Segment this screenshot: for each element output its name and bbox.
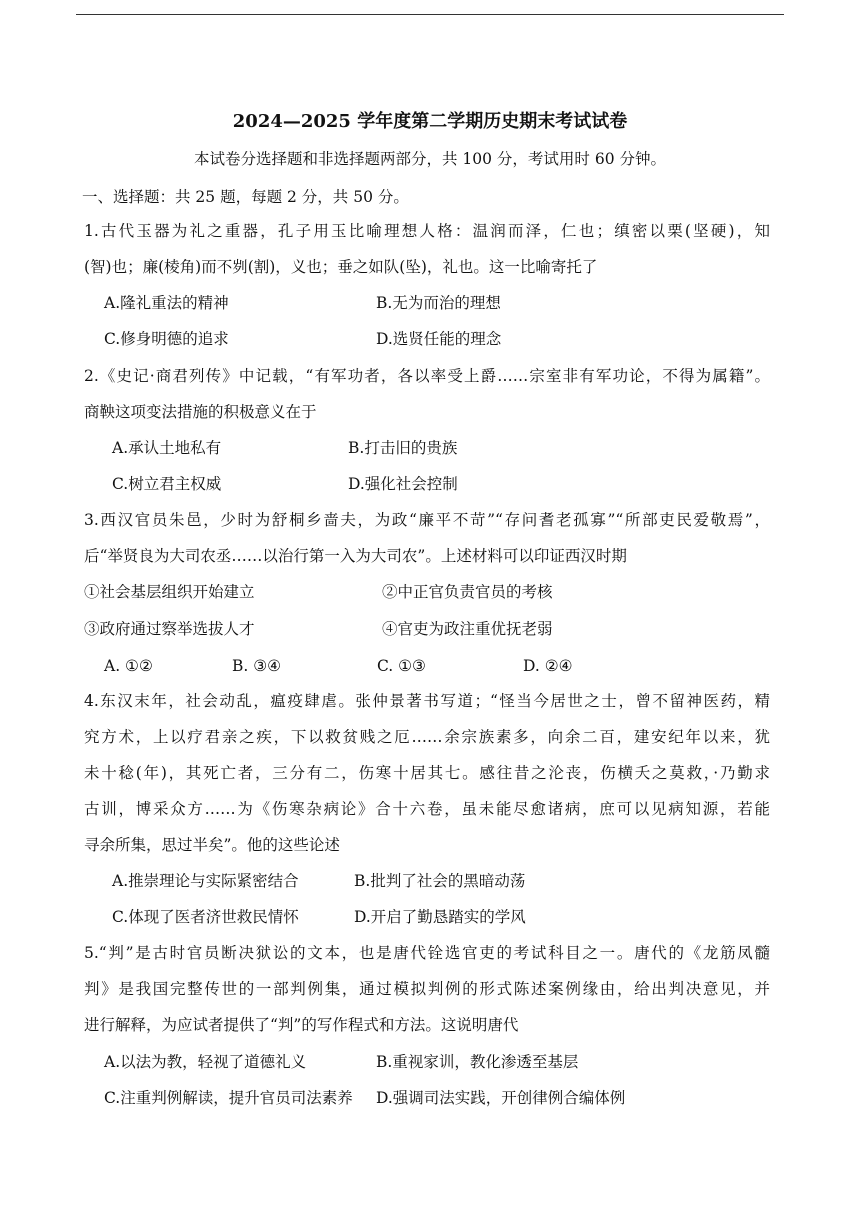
question-3-item-2: ②中正官负责官员的考核	[382, 583, 553, 601]
question-5-stem-line-1: 5.“判”是古时官员断决狱讼的文本，也是唐代铨选官吏的考试科目之一。唐代的《龙筋凤髓	[84, 944, 770, 962]
question-1-option-b[interactable]: B.无为而治的理想	[376, 294, 501, 312]
question-2-stem-line-1: 2.《史记·商君列传》中记载，“有军功者，各以率受上爵……宗室非有军功论，不得为属籍”。	[84, 367, 770, 385]
question-4-option-d[interactable]: D.开启了勤恳踏实的学风	[354, 908, 526, 926]
question-5-option-b[interactable]: B.重视家训，教化渗透至基层	[376, 1053, 579, 1071]
question-4-option-c[interactable]: C.体现了医者济世救民情怀	[112, 908, 299, 926]
question-3-stem-line-2: 后“举贤良为大司农丞……以治行第一入为大司农”。上述材料可以印证西汉时期	[84, 547, 627, 565]
question-4-stem-line-2: 究方术，上以疗君亲之疾，下以救贫贱之厄……余宗族素多，向余二百，建安纪年以来，犹	[84, 728, 770, 746]
question-1-option-c[interactable]: C.修身明德的追求	[104, 330, 229, 348]
question-2-option-d[interactable]: D.强化社会控制	[348, 475, 458, 493]
question-1-option-a[interactable]: A.隆礼重法的精神	[104, 294, 229, 312]
question-3-item-3: ③政府通过察举选拔人才	[84, 620, 255, 638]
question-4-stem-line-4: 古训，博采众方……为《伤寒杂病论》合十六卷，虽未能尽愈诸病，庶可以见病知源，若能	[84, 800, 770, 818]
section-heading: 一、选择题：共 25 题，每题 2 分，共 50 分。	[82, 188, 409, 206]
question-5-option-d[interactable]: D.强调司法实践，开创律例合编体例	[376, 1089, 626, 1107]
question-4-option-a[interactable]: A.推崇理论与实际紧密结合	[112, 872, 299, 890]
question-4-stem-line-3: 未十稔(年)，其死亡者，三分有二，伤寒十居其七。感往昔之沦丧，伤横夭之莫救，·乃勤求	[84, 764, 770, 782]
question-2-option-b[interactable]: B.打击旧的贵族	[348, 439, 458, 457]
question-2-option-c[interactable]: C.树立君主权威	[112, 475, 222, 493]
question-5-stem-line-3: 进行解释，为应试者提供了“判”的写作程式和方法。这说明唐代	[84, 1016, 519, 1034]
question-4-stem-line-1: 4.东汉末年，社会动乱，瘟疫肆虐。张仲景著书写道；“怪当今居世之士，曾不留神医药，精	[84, 692, 770, 710]
question-1-stem-line-2: (智)也；廉(棱角)而不刿(割)，义也；垂之如队(坠)，礼也。这一比喻寄托了	[84, 258, 598, 276]
exam-instructions: 本试卷分选择题和非选择题两部分，共 100 分，考试用时 60 分钟。	[193, 150, 667, 168]
question-1-stem-line-1: 1.古代玉器为礼之重器，孔子用玉比喻理想人格：温润而泽，仁也；缜密以栗(坚硬)，知	[84, 222, 770, 240]
question-1-option-d[interactable]: D.选贤任能的理念	[376, 330, 502, 348]
question-3-option-b[interactable]: B. ③④	[232, 657, 282, 675]
question-3-item-4: ④官吏为政注重优抚老弱	[382, 620, 553, 638]
exam-title: 2024—2025 学年度第二学期历史期末考试试卷	[232, 111, 628, 132]
question-3-stem-line-1: 3.西汉官员朱邑，少时为舒桐乡啬夫，为政“廉平不苛”“存问耆老孤寡”“所部吏民爱敬焉”，	[84, 511, 770, 529]
question-2-stem-line-2: 商鞅这项变法措施的积极意义在于	[84, 403, 317, 421]
question-5-option-a[interactable]: A.以法为教，轻视了道德礼义	[104, 1053, 307, 1071]
question-5-stem-line-2: 判》是我国完整传世的一部判例集，通过模拟判例的形式陈述案例缘由，给出判决意见，并	[84, 980, 770, 998]
question-3-item-1: ①社会基层组织开始建立	[84, 583, 255, 601]
question-5-option-c[interactable]: C.注重判例解读，提升官员司法素养	[104, 1089, 353, 1107]
question-3-option-a[interactable]: A. ①②	[104, 657, 153, 675]
question-4-stem-line-5: 寻余所集，思过半矣”。他的这些论述	[84, 836, 340, 854]
question-4-option-b[interactable]: B.批判了社会的黑暗动荡	[354, 872, 526, 890]
question-3-option-d[interactable]: D. ②④	[523, 657, 573, 675]
question-3-option-c[interactable]: C. ①③	[377, 657, 426, 675]
question-2-option-a[interactable]: A.承认土地私有	[112, 439, 222, 457]
header-rule	[76, 14, 784, 15]
